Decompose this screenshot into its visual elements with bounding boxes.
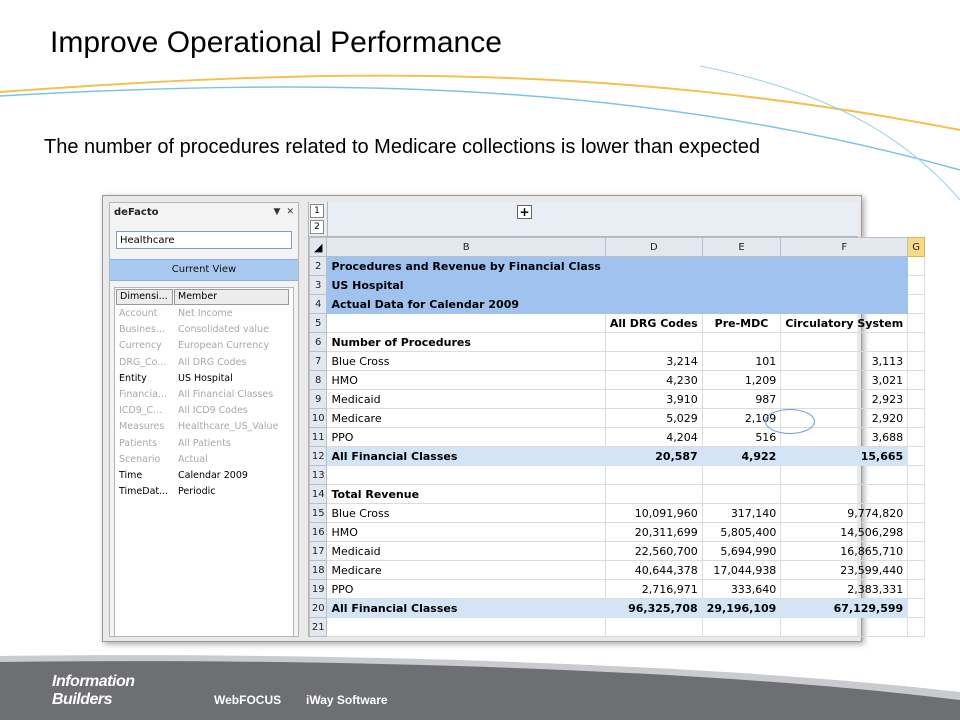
table-row bbox=[310, 504, 925, 523]
product-webfocus: WebFOCUS bbox=[214, 693, 282, 707]
grid-cell[interactable] bbox=[702, 485, 781, 504]
grid-cell[interactable] bbox=[781, 618, 908, 637]
dimension-row[interactable] bbox=[115, 371, 293, 387]
table-row bbox=[310, 523, 925, 542]
dimension-name: ICD9_C... bbox=[119, 405, 163, 417]
grid-cell-empty[interactable] bbox=[908, 295, 925, 314]
dimension-name: Scenario bbox=[119, 453, 161, 465]
grid-cell[interactable]: Medicaid bbox=[327, 542, 605, 561]
grid-cell[interactable] bbox=[605, 485, 702, 504]
dimension-member: All ICD9 Codes bbox=[178, 405, 248, 417]
dimension-name: Patients bbox=[119, 437, 158, 449]
grid-cell[interactable]: Medicaid bbox=[327, 390, 605, 409]
outline-level-1-button[interactable]: 1 bbox=[310, 204, 324, 218]
row-header[interactable]: 17 bbox=[310, 542, 327, 561]
dimension-member: US Hospital bbox=[178, 372, 233, 384]
row-header[interactable]: 11 bbox=[310, 428, 327, 447]
column-header-e[interactable]: E bbox=[702, 238, 781, 257]
dimension-row[interactable] bbox=[115, 419, 293, 435]
row-header[interactable]: 15 bbox=[310, 504, 327, 523]
grid-cell[interactable] bbox=[605, 257, 702, 276]
table-row bbox=[310, 485, 925, 504]
grid-cell[interactable]: 96,325,708 bbox=[605, 599, 702, 618]
grid-cell[interactable] bbox=[781, 257, 908, 276]
dimension-name: Account bbox=[119, 308, 158, 319]
grid-cell[interactable]: 4,230 bbox=[605, 371, 702, 390]
dimension-list-header bbox=[115, 288, 293, 306]
triangle-down-icon[interactable]: ▼ bbox=[273, 207, 281, 217]
table-row bbox=[310, 561, 925, 580]
table-row bbox=[310, 352, 925, 371]
grid-cell[interactable]: 3,910 bbox=[605, 390, 702, 409]
spreadsheet bbox=[308, 202, 920, 637]
dimension-list bbox=[114, 287, 294, 637]
dimension-member: Healthcare_US_Value bbox=[178, 421, 279, 433]
dimension-row[interactable] bbox=[115, 436, 293, 452]
dimension-name: TimeDat... bbox=[119, 486, 169, 498]
table-row bbox=[310, 580, 925, 599]
grid-cell[interactable]: 20,311,699 bbox=[605, 523, 702, 542]
grid-cell[interactable]: 516 bbox=[702, 428, 781, 447]
row-header[interactable]: 6 bbox=[310, 333, 327, 352]
dimension-row[interactable] bbox=[115, 484, 293, 500]
grid-cell[interactable]: 2,109 bbox=[702, 409, 781, 428]
grid-cell[interactable]: 2,920 bbox=[781, 409, 908, 428]
panel-header bbox=[110, 203, 298, 221]
grid-cell[interactable]: Blue Cross bbox=[327, 504, 605, 523]
grid-cell[interactable]: Medicare bbox=[327, 561, 605, 580]
row-header[interactable]: 12 bbox=[310, 447, 327, 466]
grid-cell[interactable]: Pre-MDC bbox=[702, 314, 781, 333]
row-header[interactable]: 2 bbox=[310, 257, 327, 276]
grid-cell[interactable]: Blue Cross bbox=[327, 352, 605, 371]
grid-cell[interactable]: 101 bbox=[702, 352, 781, 371]
dimension-row[interactable] bbox=[115, 403, 293, 419]
table-row bbox=[310, 618, 925, 637]
grid-cell[interactable]: 10,091,960 bbox=[605, 504, 702, 523]
dimension-member: European Currency bbox=[178, 340, 270, 352]
grid-cell[interactable] bbox=[327, 314, 605, 333]
dimension-name: Financia... bbox=[119, 388, 168, 400]
dimension-name: Time bbox=[119, 469, 143, 481]
grid-cell[interactable] bbox=[781, 466, 908, 485]
dimension-member: Calendar 2009 bbox=[178, 469, 248, 481]
grid-cell[interactable]: 333,640 bbox=[702, 580, 781, 599]
table-row bbox=[310, 599, 925, 618]
table-row bbox=[310, 390, 925, 409]
grid-cell-empty[interactable] bbox=[908, 504, 925, 523]
slide-subtitle: The number of procedures related to Medicare collections is lower than expected bbox=[44, 136, 760, 158]
row-header[interactable]: 21 bbox=[310, 618, 327, 637]
grid-cell-empty[interactable] bbox=[908, 257, 925, 276]
table-row bbox=[310, 447, 925, 466]
grid-cell[interactable]: 40,644,378 bbox=[605, 561, 702, 580]
dimension-name: Entity bbox=[119, 372, 147, 384]
data-grid bbox=[309, 237, 925, 637]
dimension-row[interactable] bbox=[115, 355, 293, 371]
row-header[interactable]: 7 bbox=[310, 352, 327, 371]
grid-cell-empty[interactable] bbox=[908, 333, 925, 352]
brand-line-1: Information bbox=[52, 673, 135, 690]
grid-cell[interactable] bbox=[605, 333, 702, 352]
grid-cell-empty[interactable] bbox=[908, 580, 925, 599]
grid-cell[interactable]: All Financial Classes bbox=[327, 599, 605, 618]
close-icon[interactable]: ✕ bbox=[286, 207, 294, 217]
grid-cell[interactable]: PPO bbox=[327, 580, 605, 599]
table-row bbox=[310, 257, 925, 276]
footer-band bbox=[0, 652, 960, 720]
dimension-member: Periodic bbox=[178, 486, 216, 498]
column-header-g[interactable]: G bbox=[908, 238, 925, 257]
grid-cell-empty[interactable] bbox=[908, 523, 925, 542]
grid-cell[interactable]: Circulatory System bbox=[781, 314, 908, 333]
grid-cell[interactable] bbox=[702, 466, 781, 485]
row-header[interactable]: 5 bbox=[310, 314, 327, 333]
grid-cell[interactable] bbox=[702, 333, 781, 352]
row-header[interactable]: 10 bbox=[310, 409, 327, 428]
grid-cell[interactable] bbox=[702, 618, 781, 637]
grid-cell-empty[interactable] bbox=[908, 485, 925, 504]
grid-cell[interactable]: 3,113 bbox=[781, 352, 908, 371]
grid-cell[interactable]: 4,922 bbox=[702, 447, 781, 466]
table-row bbox=[310, 409, 925, 428]
row-header[interactable]: 3 bbox=[310, 276, 327, 295]
app-window bbox=[102, 195, 920, 642]
row-header[interactable]: 4 bbox=[310, 295, 327, 314]
grid-cell[interactable] bbox=[702, 276, 781, 295]
dimension-row[interactable] bbox=[115, 468, 293, 484]
grid-cell[interactable]: 3,021 bbox=[781, 371, 908, 390]
table-row bbox=[310, 276, 925, 295]
table-row bbox=[310, 371, 925, 390]
row-header[interactable]: 8 bbox=[310, 371, 327, 390]
grid-cell[interactable]: 29,196,109 bbox=[702, 599, 781, 618]
table-row bbox=[310, 428, 925, 447]
grid-cell-empty[interactable] bbox=[908, 314, 925, 333]
grid-cell[interactable]: 3,688 bbox=[781, 428, 908, 447]
grid-cell[interactable]: 4,204 bbox=[605, 428, 702, 447]
grid-cell[interactable]: 1,209 bbox=[702, 371, 781, 390]
grid-cell[interactable] bbox=[327, 618, 605, 637]
expand-button[interactable]: + bbox=[517, 205, 532, 219]
grid-cell[interactable]: 5,694,990 bbox=[702, 542, 781, 561]
column-header-dimension[interactable]: Dimensi... bbox=[116, 289, 173, 305]
dimension-member: All DRG Codes bbox=[178, 356, 247, 368]
grid-cell[interactable]: 2,716,971 bbox=[605, 580, 702, 599]
table-row bbox=[310, 333, 925, 352]
grid-cell[interactable]: Medicare bbox=[327, 409, 605, 428]
dimension-member: Consolidated value bbox=[178, 324, 269, 336]
grid-cell[interactable]: Actual Data for Calendar 2009 bbox=[327, 295, 605, 314]
grid-cell[interactable]: 2,923 bbox=[781, 390, 908, 409]
row-header[interactable]: 14 bbox=[310, 485, 327, 504]
grid-cell[interactable]: 2,383,331 bbox=[781, 580, 908, 599]
grid-cell[interactable]: 3,214 bbox=[605, 352, 702, 371]
grid-cell[interactable] bbox=[327, 466, 605, 485]
grid-cell-empty[interactable] bbox=[908, 561, 925, 580]
outline-level-2-button[interactable]: 2 bbox=[310, 220, 324, 234]
grid-cell[interactable] bbox=[781, 485, 908, 504]
dimension-row[interactable] bbox=[115, 387, 293, 403]
grid-cell[interactable]: US Hospital bbox=[327, 276, 605, 295]
grid-cell-empty[interactable] bbox=[908, 371, 925, 390]
dimension-member: Net Income bbox=[178, 308, 233, 319]
slide-title: Improve Operational Performance bbox=[50, 26, 502, 59]
dimension-row[interactable] bbox=[115, 306, 293, 322]
grid-cell[interactable]: 15,665 bbox=[781, 447, 908, 466]
dimension-member: All Financial Classes bbox=[178, 388, 274, 400]
grid-cell-empty[interactable] bbox=[908, 599, 925, 618]
grid-cell[interactable]: 317,140 bbox=[702, 504, 781, 523]
grid-cell-empty[interactable] bbox=[908, 390, 925, 409]
grid-cell[interactable]: HMO bbox=[327, 523, 605, 542]
grid-cell[interactable]: Total Revenue bbox=[327, 485, 605, 504]
defacto-panel bbox=[109, 202, 299, 637]
product-iway: iWay Software bbox=[306, 693, 388, 707]
row-header[interactable]: 18 bbox=[310, 561, 327, 580]
grid-cell[interactable]: PPO bbox=[327, 428, 605, 447]
grid-cell[interactable]: 987 bbox=[702, 390, 781, 409]
dimension-name: Busines... bbox=[119, 324, 166, 336]
grid-cell[interactable] bbox=[605, 466, 702, 485]
table-row bbox=[310, 295, 925, 314]
current-view-button[interactable]: Current View bbox=[110, 259, 298, 281]
grid-cell[interactable]: All Financial Classes bbox=[327, 447, 605, 466]
dimension-name: DRG_Co... bbox=[119, 356, 167, 368]
grid-cell[interactable] bbox=[605, 618, 702, 637]
grid-cell-empty[interactable] bbox=[908, 409, 925, 428]
grid-cell[interactable] bbox=[781, 333, 908, 352]
row-header[interactable]: 19 bbox=[310, 580, 327, 599]
row-header[interactable]: 20 bbox=[310, 599, 327, 618]
dimension-name: Measures bbox=[119, 421, 165, 433]
column-header-f[interactable]: F bbox=[781, 238, 908, 257]
grid-cell-empty[interactable] bbox=[908, 428, 925, 447]
column-header-b[interactable]: B bbox=[327, 238, 605, 257]
dimension-member: All Patients bbox=[178, 437, 231, 449]
grid-cell[interactable]: 14,506,298 bbox=[781, 523, 908, 542]
grid-cell-empty[interactable] bbox=[908, 352, 925, 371]
table-row bbox=[310, 542, 925, 561]
row-header[interactable]: 16 bbox=[310, 523, 327, 542]
grid-cell[interactable]: HMO bbox=[327, 371, 605, 390]
grid-cell[interactable]: Number of Procedures bbox=[327, 333, 605, 352]
dimension-name: Currency bbox=[119, 340, 162, 352]
search-input[interactable] bbox=[116, 231, 292, 249]
grid-cell[interactable] bbox=[605, 276, 702, 295]
select-all-corner[interactable]: ◢ bbox=[310, 238, 327, 257]
brand-line-2: Builders bbox=[52, 691, 113, 708]
grid-cell[interactable] bbox=[781, 295, 908, 314]
highlight-circle bbox=[765, 409, 815, 434]
grid-cell[interactable]: 67,129,599 bbox=[781, 599, 908, 618]
grid-cell-empty[interactable] bbox=[908, 466, 925, 485]
panel-title: deFacto bbox=[114, 206, 159, 218]
column-header-member[interactable]: Member bbox=[174, 289, 289, 305]
grid-cell[interactable]: All DRG Codes bbox=[605, 314, 702, 333]
brand-logo bbox=[52, 673, 135, 709]
dimension-row[interactable] bbox=[115, 338, 293, 354]
grid-cell[interactable]: 9,774,820 bbox=[781, 504, 908, 523]
grid-cell-empty[interactable] bbox=[908, 276, 925, 295]
grid-cell[interactable]: Procedures and Revenue by Financial Class bbox=[327, 257, 605, 276]
grid-cell[interactable]: 17,044,938 bbox=[702, 561, 781, 580]
grid-cell[interactable]: 23,599,440 bbox=[781, 561, 908, 580]
table-row bbox=[310, 466, 925, 485]
grid-cell[interactable] bbox=[781, 276, 908, 295]
row-header[interactable]: 13 bbox=[310, 466, 327, 485]
grid-cell-empty[interactable] bbox=[908, 542, 925, 561]
table-row bbox=[310, 314, 925, 333]
grid-cell[interactable] bbox=[605, 295, 702, 314]
dimension-member: Actual bbox=[178, 453, 208, 465]
row-header[interactable]: 9 bbox=[310, 390, 327, 409]
grid-cell[interactable] bbox=[702, 295, 781, 314]
grid-cell[interactable]: 5,029 bbox=[605, 409, 702, 428]
grid-cell[interactable]: 20,587 bbox=[605, 447, 702, 466]
dimension-row[interactable] bbox=[115, 322, 293, 338]
grid-cell[interactable]: 22,560,700 bbox=[605, 542, 702, 561]
grid-cell[interactable]: 5,805,400 bbox=[702, 523, 781, 542]
grid-cell[interactable] bbox=[702, 257, 781, 276]
dimension-row[interactable] bbox=[115, 452, 293, 468]
grid-cell[interactable]: 16,865,710 bbox=[781, 542, 908, 561]
grid-cell-empty[interactable] bbox=[908, 618, 925, 637]
column-header-d[interactable]: D bbox=[605, 238, 702, 257]
outline-band bbox=[309, 202, 858, 237]
grid-cell-empty[interactable] bbox=[908, 447, 925, 466]
